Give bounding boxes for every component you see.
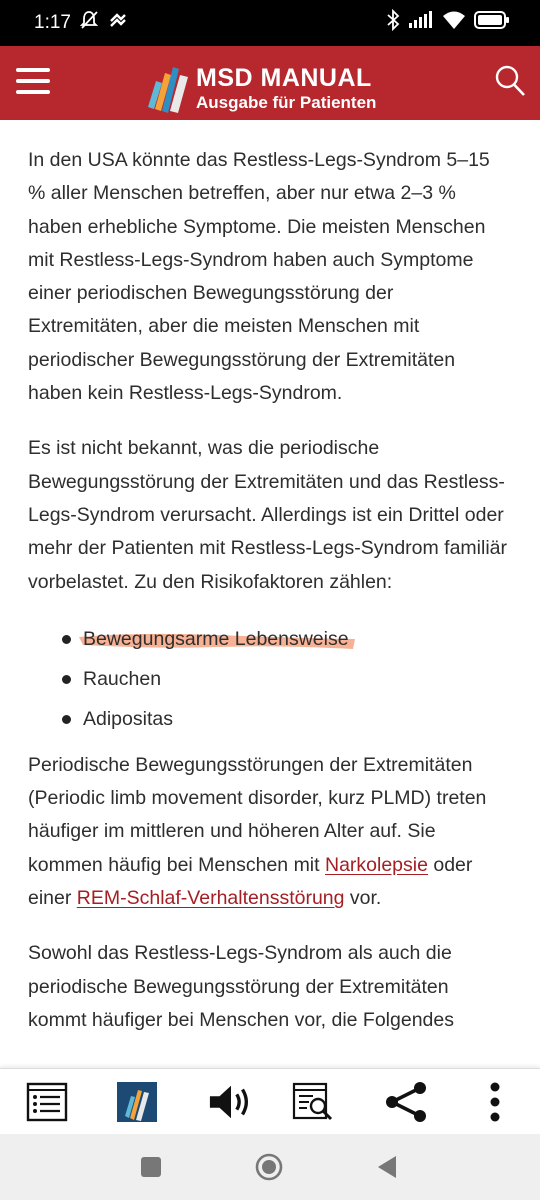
recents-icon[interactable] [138,1152,168,1182]
rem-sleep-disorder-link[interactable]: REM-Schlaf-Verhaltensstörung [76,887,345,910]
msd-logo-icon[interactable] [114,1079,160,1125]
system-nav-bar [0,1134,540,1200]
more-vert-icon[interactable] [472,1079,518,1125]
signal-icon [408,11,434,35]
narkolepsie-link[interactable]: Narkolepsie [324,853,428,876]
article-paragraph: Sowohl das Restless-Legs-Syndrom als auch die periodische Bewegungsstörung der Extremitäten kommt häufiger bei Menschen vor, die Folgendes [28,942,454,1031]
status-right [386,9,510,37]
app-title: MSD MANUAL [196,63,372,92]
list-item: Rauchen [28,659,512,699]
search-document-icon[interactable] [290,1079,336,1125]
battery-icon [474,11,510,35]
bluetooth-icon [386,9,400,37]
table-of-contents-icon[interactable] [24,1079,70,1125]
home-icon[interactable] [254,1152,284,1182]
share-icon[interactable] [384,1079,430,1125]
app-header [0,46,540,120]
risk-factor-list [28,619,512,739]
list-item [28,619,512,659]
wifi-calling-icon [107,11,129,35]
article-content [0,120,540,1068]
app-subtitle: Ausgabe für Patienten [196,92,377,112]
article-paragraph: Es ist nicht bekannt, was die periodische Bewegungsstörung der Extremitäten und das Restless-Legs-Syndrom verursacht. Allerdings ist ein Drittel oder mehr der Patienten mit Restless-Legs-Syndrom familiär vorbelastet. Zu den Risikofaktoren zählen: [28,437,508,593]
back-icon[interactable] [374,1152,404,1182]
status-bar [0,0,540,46]
article-paragraph: Periodische Bewegungsstörungen der Extremitäten (Periodic limb movement disorder, kurz PLMD) treten häufiger im mittleren und höheren Alter auf. Sie kommen häufig bei Menschen mit Narkolepsie oder einer REM-Schlaf-Verhaltensstörung vor. [28,753,487,910]
highlighted-text: Bewegungsarme Lebensweise [83,619,349,659]
status-time: 1:17 [34,12,71,33]
wifi-icon [442,10,466,36]
menu-icon[interactable] [16,68,50,94]
brand[interactable] [146,63,376,113]
search-icon[interactable] [494,64,526,98]
list-item: Adipositas [28,699,512,739]
speaker-icon[interactable] [208,1079,254,1125]
article-paragraph: In den USA könnte das Restless-Legs-Syndrom 5–15 % aller Menschen betreffen, aber nur etwa 2–3 % haben erhebliche Symptome. Die meisten Menschen mit Restless-Legs-Syndrom haben auch Symptome einer periodischen Bewegungsstörung der Extremitäten, aber die meisten Menschen mit periodischer Bewegungsstörung der Extremitäten haben kein Restless-Legs-Syndrom. [28,149,490,405]
do-not-disturb-icon [79,10,99,36]
msd-logo-icon [146,63,192,113]
status-left [34,10,129,36]
bottom-toolbar [0,1068,540,1134]
